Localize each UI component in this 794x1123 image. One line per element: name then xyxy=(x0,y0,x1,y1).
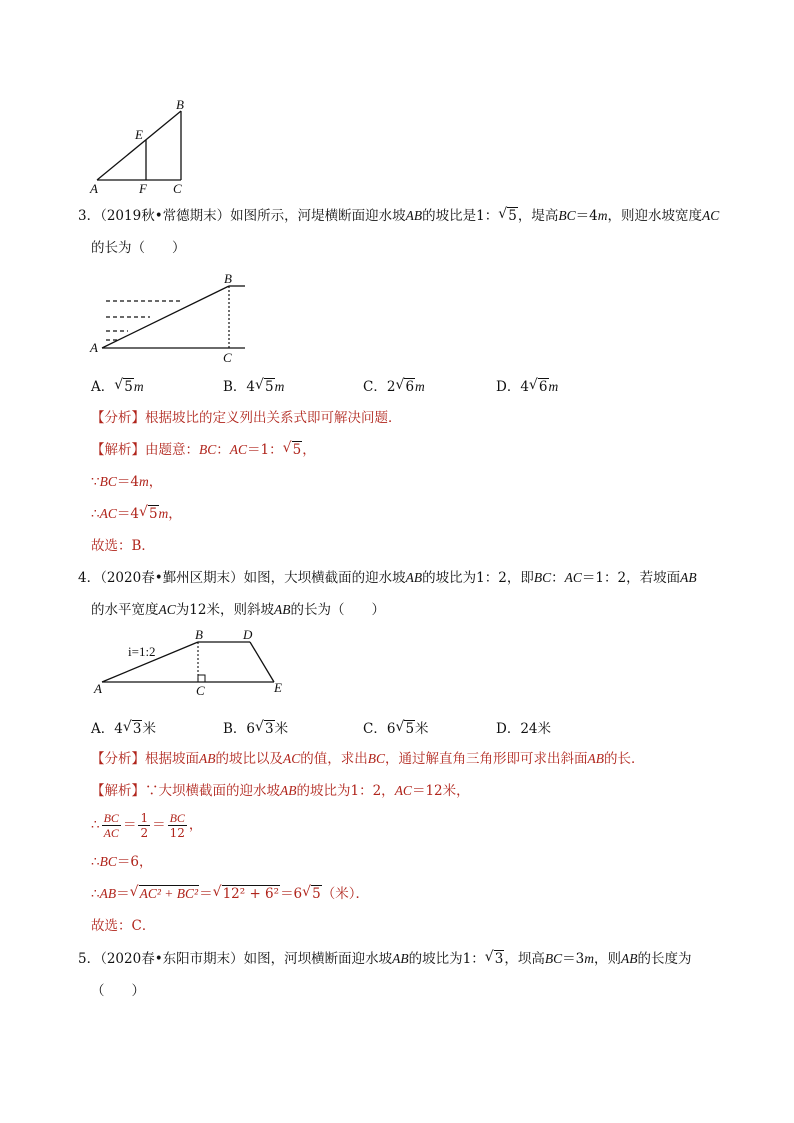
q3-stem-line1: 3．（2019秋•常德期末）如图所示，河堤横断面迎水坡AB的坡比是1：√ 5，堤高BC＝4m，则迎水坡宽度AC xyxy=(78,206,719,226)
q4-option-b[interactable]: B．6√ 3米 xyxy=(223,717,288,737)
q4-fraction-line: ∴ $\frac{BC}{AC}$ ＝ $\frac{1}{2}$ ＝ $\frac{BC}{12}$ ， xyxy=(91,811,203,840)
q4-bc-line: ∴BC＝6， xyxy=(91,854,153,870)
label-e: E xyxy=(135,127,143,142)
label-b: B xyxy=(176,97,184,112)
q4-stem-line1: 4．（2020春•鄞州区期末）如图，大坝横截面的迎水坡AB的坡比为1：2，即BC：AC＝1：2，若坡面AB xyxy=(78,570,697,586)
q4-stem-line2: 的水平宽度AC为12米，则斜坡AB的长为（ ） xyxy=(91,602,385,618)
q4-option-d[interactable]: D．24米 xyxy=(496,721,552,737)
label-c: C xyxy=(173,181,182,196)
q4-analysis: 【分析】根据坡面AB的坡比以及AC的值，求出BC，通过解直角三角形即可求出斜面AB的长． xyxy=(91,751,645,767)
q4-option-c[interactable]: C．6√ 5米 xyxy=(363,717,429,737)
q3-option-d[interactable]: D．4√ 6m xyxy=(496,375,558,395)
q3-option-b[interactable]: B．4√ 5m xyxy=(223,375,284,395)
q3-because: ∵BC＝4m， xyxy=(91,474,163,490)
q3-answer: 故选：B． xyxy=(91,538,155,554)
figure-q3-embankment xyxy=(88,270,258,365)
q3-label-b: B xyxy=(224,271,232,286)
q3-analysis: 【分析】根据坡比的定义列出关系式即可解决问题． xyxy=(91,410,402,426)
q4-label-a: A xyxy=(94,681,102,696)
q4-solution: 【解析】∵大坝横截面的迎水坡AB的坡比为1：2，AC＝12米， xyxy=(91,783,470,799)
q4-ab-line: ∴AB＝√ AC² + BC²＝√ 12² + 6²＝6√ 5（米）． xyxy=(91,884,369,904)
q5-stem-line1: 5．（2020春•东阳市期末）如图，河坝横断面迎水坡AB的坡比为1：√ 3，坝高BC＝3m，则AB的长度为 xyxy=(78,949,691,969)
q4-label-d: D xyxy=(243,627,253,642)
q4-label-b: B xyxy=(195,627,203,642)
q3-solution: 【解析】由题意：BC：AC＝1：√ 5， xyxy=(91,440,316,460)
q5-stem-line2: （ ） xyxy=(91,983,145,999)
q3-therefore: ∴AC＝4√ 5m， xyxy=(91,504,182,524)
q3-label-c: C xyxy=(223,350,232,365)
q4-slope-label: i=1:2 xyxy=(128,644,156,659)
q3-option-a[interactable]: A．√ 5m xyxy=(91,375,144,395)
q3-label-a: A xyxy=(90,340,98,355)
label-a: A xyxy=(90,181,98,196)
q3-option-c[interactable]: C．2√ 6m xyxy=(363,375,425,395)
q4-answer: 故选：C． xyxy=(91,918,156,934)
figure-triangle-abc xyxy=(85,95,205,200)
q4-label-c: C xyxy=(196,683,205,698)
q4-label-e: E xyxy=(274,680,282,695)
q4-option-a[interactable]: A．4√ 3米 xyxy=(91,717,156,737)
figure-q4-dam xyxy=(90,625,290,700)
q3-stem-line2: 的长为（ ） xyxy=(91,240,186,256)
label-f: F xyxy=(139,181,147,196)
